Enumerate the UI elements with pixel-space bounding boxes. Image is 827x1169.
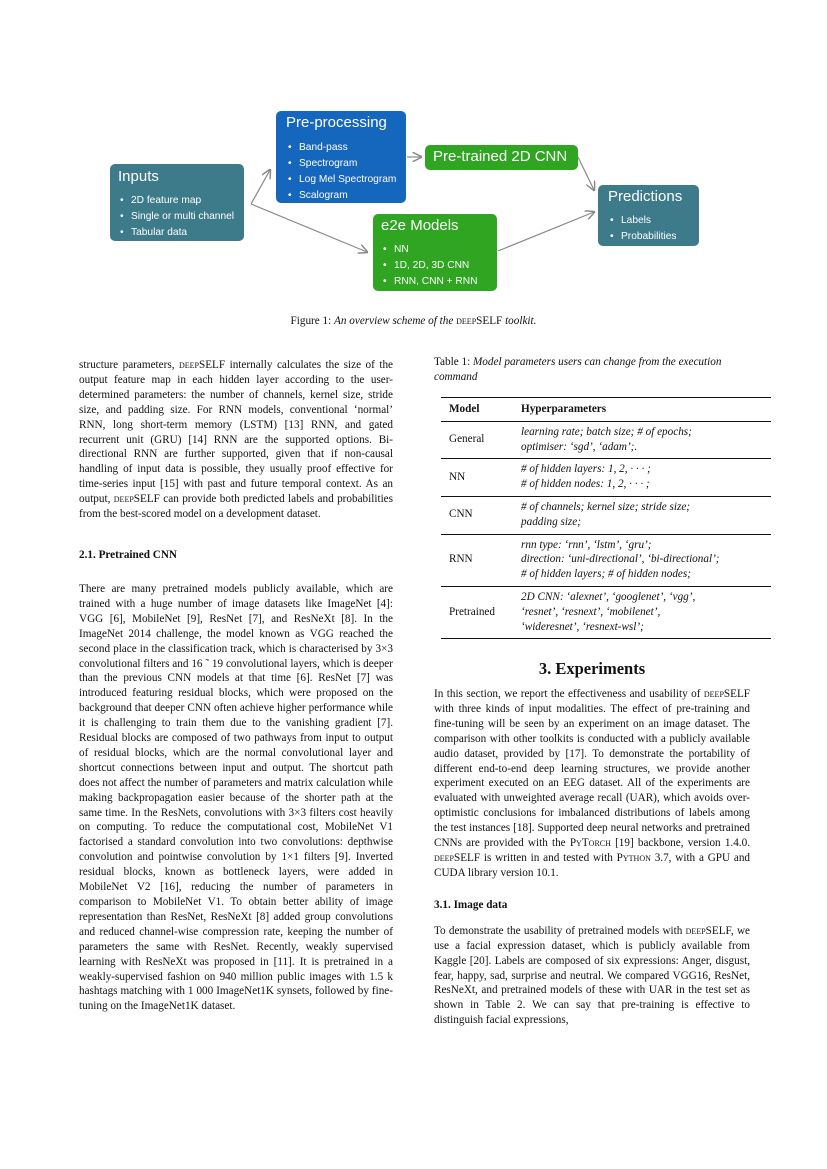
paragraph (79, 358, 393, 522)
inputs-item: • 2D feature map (118, 193, 236, 209)
section-heading-3-1: 3.1. Image data (434, 898, 508, 911)
table-cell-model: CNN (449, 508, 473, 521)
e2e-models-item: • 1D, 2D, 3D CNN (381, 258, 489, 274)
predictions-title: Predictions (608, 188, 683, 205)
toolkit-name-sc: deep (113, 493, 134, 506)
param-line: # of hidden layers: 1, 2, · · · ; (521, 463, 651, 476)
text: [19] backbone, version 1.4.0. (615, 837, 750, 850)
param-line: rnn type: ‘rnn’, ‘lstm’, ‘gru’; (521, 538, 652, 551)
param-line: # of hidden nodes: 1, 2, · · · ; (521, 478, 650, 491)
text: can provide both predicted labels and probabilities from the best-scored model on a development dataset. (79, 493, 394, 521)
param-line: learning rate; batch size; # of epochs; (521, 425, 692, 438)
toolkit-name-sc: deep (178, 359, 199, 371)
table-cell-params (513, 586, 771, 638)
param-line: ‘resnet’, ‘resnext’, ‘mobilenet’, (521, 605, 661, 618)
table-cell-model: NN (449, 470, 466, 483)
table-cell-params (513, 496, 771, 534)
arrow-inputs-to-preprocessing (251, 170, 270, 204)
arrow-inputs-to-e2e (251, 204, 367, 252)
python-name: Python (616, 851, 651, 864)
table-caption (434, 355, 750, 385)
table-row (441, 586, 771, 638)
table-row (441, 421, 771, 459)
pretrained-cnn-box (425, 145, 578, 170)
section-heading-3: 3. Experiments (538, 659, 646, 678)
text: internally calculates the size of the output feature map in each hidden layer according to the user-determined parameters: the number of channels, kernel size, stride size, and padding size. For RNN models, conventional ‘normal’ RNN, long short-term memory (LSTM) [13] RNN, and gated recurrent unit (GRU) [14] RNN are the supported options. Bi-directional RNN are further supported, given that if non-causal handling of input data is possible, they usually proof effective for time-series input [15] with past and future temporal context. As an output, (79, 359, 394, 506)
text: , we use a facial expression dataset, which is publicly available from Kaggle [20]. Labels are composed of six expressions: Anger, disgust, fear, happy, sad, surprise and neutral. We compared VGG16, ResNet, ResNeXt, and pretrained models of these with UAR in the test set as shown in Table 2. We can say that pre-training is effective to distinguish facial expressions, (434, 924, 750, 1027)
table-caption-text: Model parameters users can change from the execution command (434, 356, 722, 383)
figure-caption (0, 315, 827, 327)
text: 3.7, with a GPU and CUDA library version 10.1. (434, 851, 751, 879)
predictions-box (598, 185, 699, 246)
preprocessing-item: • Log Mel Spectrogram (286, 172, 396, 188)
text: is written in and tested with (483, 851, 613, 864)
param-line: 2D CNN: ‘alexnet’, ‘googlenet’, ‘vgg’, (521, 590, 696, 603)
table-cell-model: RNN (449, 553, 473, 566)
pretrained-cnn-title: Pre-trained 2D CNN (433, 148, 568, 165)
e2e-models-item: • NN (381, 242, 489, 258)
table-row (441, 459, 771, 497)
toolkit-name: SELF (476, 315, 503, 327)
text: with three kinds of input modalities. The effect of pre-training and fine-tuning will be seen by an experiment on an image dataset. The comparison with other toolkits is conducted with a publicly available audio dataset, provided by [17]. To demonstrate the portability of different end-to-end deep learning structures, we provide another experiment executed on an EEG dataset. All of the experiments are evaluated with unweighted average recall (UAR), which avoids over-optimistic conclusions for imbalanced distributions of labels among the test instances [18]. Supported deep neural networks and pretrained CNNs are provided with the (434, 702, 750, 850)
toolkit-name-sc: deep (703, 688, 724, 700)
hyperparameter-table (441, 397, 771, 639)
toolkit-name: SELF (133, 493, 160, 506)
toolkit-name-sc: deep (434, 851, 454, 864)
toolkit-name-sc: deep (685, 924, 706, 937)
table-cell-model: General (449, 433, 485, 446)
inputs-title: Inputs (118, 168, 159, 185)
preprocessing-title: Pre-processing (286, 114, 387, 131)
param-line: optimiser: ‘sgd’, ‘adam’;. (521, 440, 638, 453)
toolkit-name: SELF (723, 688, 751, 700)
table-row (441, 534, 771, 586)
table-row (441, 496, 771, 534)
param-line: padding size; (521, 515, 581, 528)
table-cell-params (513, 459, 771, 497)
preprocessing-item: • Spectrogram (286, 156, 396, 172)
table-header: Hyperparameters (521, 403, 607, 415)
param-line: # of channels; kernel size; stride size; (521, 500, 691, 513)
table-header-row (441, 398, 771, 422)
preprocessing-box (276, 111, 406, 203)
e2e-models-box (373, 214, 497, 291)
table-cell-model: Pretrained (449, 605, 495, 618)
right-column (434, 687, 750, 1028)
param-line: direction: ‘uni-directional’, ‘bi-directional’; (521, 553, 720, 566)
table-cell-params (513, 421, 771, 459)
left-column (79, 358, 393, 1014)
table-header: Model (449, 403, 480, 415)
text: To demonstrate the usability of pretrained models with (434, 924, 683, 937)
table-caption-label: Table 1: (434, 356, 471, 368)
paragraph (434, 687, 750, 881)
table-cell-params (513, 534, 771, 586)
e2e-models-title: e2e Models (381, 217, 459, 234)
toolkit-name-sc: deep (456, 315, 477, 327)
toolkit-name: SELF (705, 924, 731, 937)
figure-caption-pre: An overview scheme of the (334, 315, 454, 327)
predictions-item: • Labels (608, 213, 689, 229)
inputs-box (110, 164, 244, 241)
section-heading-2-1: 2.1. Pretrained CNN (79, 548, 177, 561)
text: structure parameters, (79, 359, 175, 371)
arrow-pretrained-to-predictions (578, 157, 594, 190)
param-line: ‘wideresnet’, ‘resnext-wsl’; (521, 620, 644, 633)
e2e-models-item: • RNN, CNN + RNN (381, 274, 489, 290)
toolkit-name: SELF (198, 359, 226, 371)
preprocessing-item: • Scalogram (286, 188, 396, 204)
paragraph: There are many pretrained models publicly available, which are trained with a huge number of image datasets like ImageNet [4]: VGG [6], MobileNet [9], ResNet [7], and ResNeXt [8]. In the ImageNet 2014 challenge, the model known as VGG reached the second place in the classification track, which is characterised by 3×3 convolutional filters and 16 ˜ 19 convolutional layers, which is deeper than the previous CNN models at that time [6]. ResNet [7] was introduced featuring residual blocks, which were proposed on the background that deeper CNN often achieve higher performance while it is challenging to train them due to the vanishing gradient [7]. Residual blocks are composed of two pathways from input to output of residual blocks, which are the normal convolutional layer and shortcut connections between input and output. The shortcut path does not affect the number of parameters and matrix calculation while making backpropagation easier because of the shorter path at the same time. In the ResNets, convolutions with 3×3 filters cost heavily on computing. To reduce the computational cost, MobileNet V1 factorised a standard convolution into two convolutions: depthwise convolution and pointwise convolution by 1×1 filters [9]. Inverted residual blocks, known as bottleneck layers, were added in MobileNet V2 [16], reducing the number of parameters in comparison to MobileNet V1. To obtain better ability of image representation than ResNet, ResNeXt [8] added group convolutions and reduced channel-wise compression rate, keeping the number of parameters the same with ResNet. Recently, weakly supervised learning with ResNeXt was proposed in [11]. It is pretrained in a weakly-supervised fashion on 940 million public images with 1.5 k hashtags matching with 1 000 ImageNet1K synsets, followed by fine-tuning on the ImageNet1K dataset. (79, 582, 393, 1013)
text: In this section, we report the effectiveness and usability of (434, 688, 701, 700)
pytorch-name: PyTorch (569, 837, 611, 850)
figure-caption-label: Figure 1: (290, 315, 332, 327)
preprocessing-item: • Band-pass (286, 140, 396, 156)
inputs-item: • Tabular data (118, 225, 236, 241)
predictions-item: • Probabilities (608, 229, 689, 245)
inputs-item: • Single or multi channel (118, 209, 236, 225)
arrow-e2e-to-predictions (498, 212, 594, 251)
param-line: # of hidden layers; # of hidden nodes; (521, 568, 691, 581)
figure-caption-post: toolkit. (505, 315, 537, 327)
toolkit-name: SELF (454, 851, 481, 864)
paragraph (434, 924, 750, 1028)
